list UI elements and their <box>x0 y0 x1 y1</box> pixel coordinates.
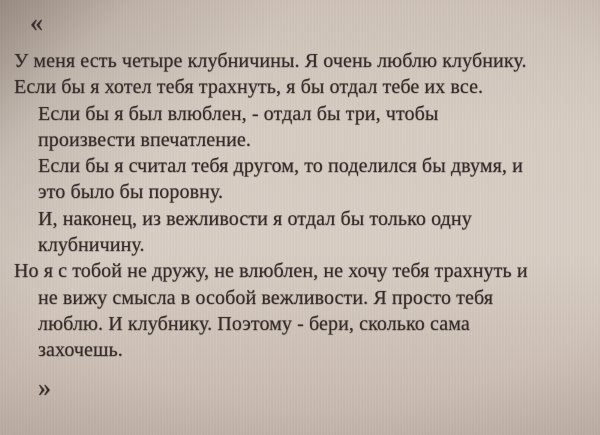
quote-line: произвести впечатление. <box>38 128 251 151</box>
quote-line: И, наконец, из вежливости я отдал бы только одну <box>38 207 472 230</box>
quote-line: люблю. И клубнику. Поэтому - бери, сколько сама <box>38 312 470 335</box>
quote-line: захочешь. <box>38 339 123 362</box>
quote-line: Если бы я считал тебя другом, то поделился бы двумя, и <box>38 155 523 178</box>
closing-guillemet: » <box>38 372 52 402</box>
quote-line: не вижу смысла в особой вежливости. Я просто тебя <box>38 286 494 309</box>
quote-line: Если бы я хотел тебя трахнуть, я бы отдал тебе их все. <box>14 76 484 99</box>
quote-line: клубничину. <box>38 234 145 257</box>
opening-guillemet: « <box>30 8 44 37</box>
quote-line: это было бы поровну. <box>38 181 224 204</box>
quote-line: Но я с тобой не дружу, не влюблен, не хочу тебя трахнуть и <box>14 260 528 283</box>
quote-line: У меня есть четыре клубничины. Я очень люблю клубнику. <box>14 50 527 72</box>
quote-line: Если бы я был влюблен, - отдал бы три, чтобы <box>38 102 439 125</box>
quote-text-block <box>0 4 600 403</box>
